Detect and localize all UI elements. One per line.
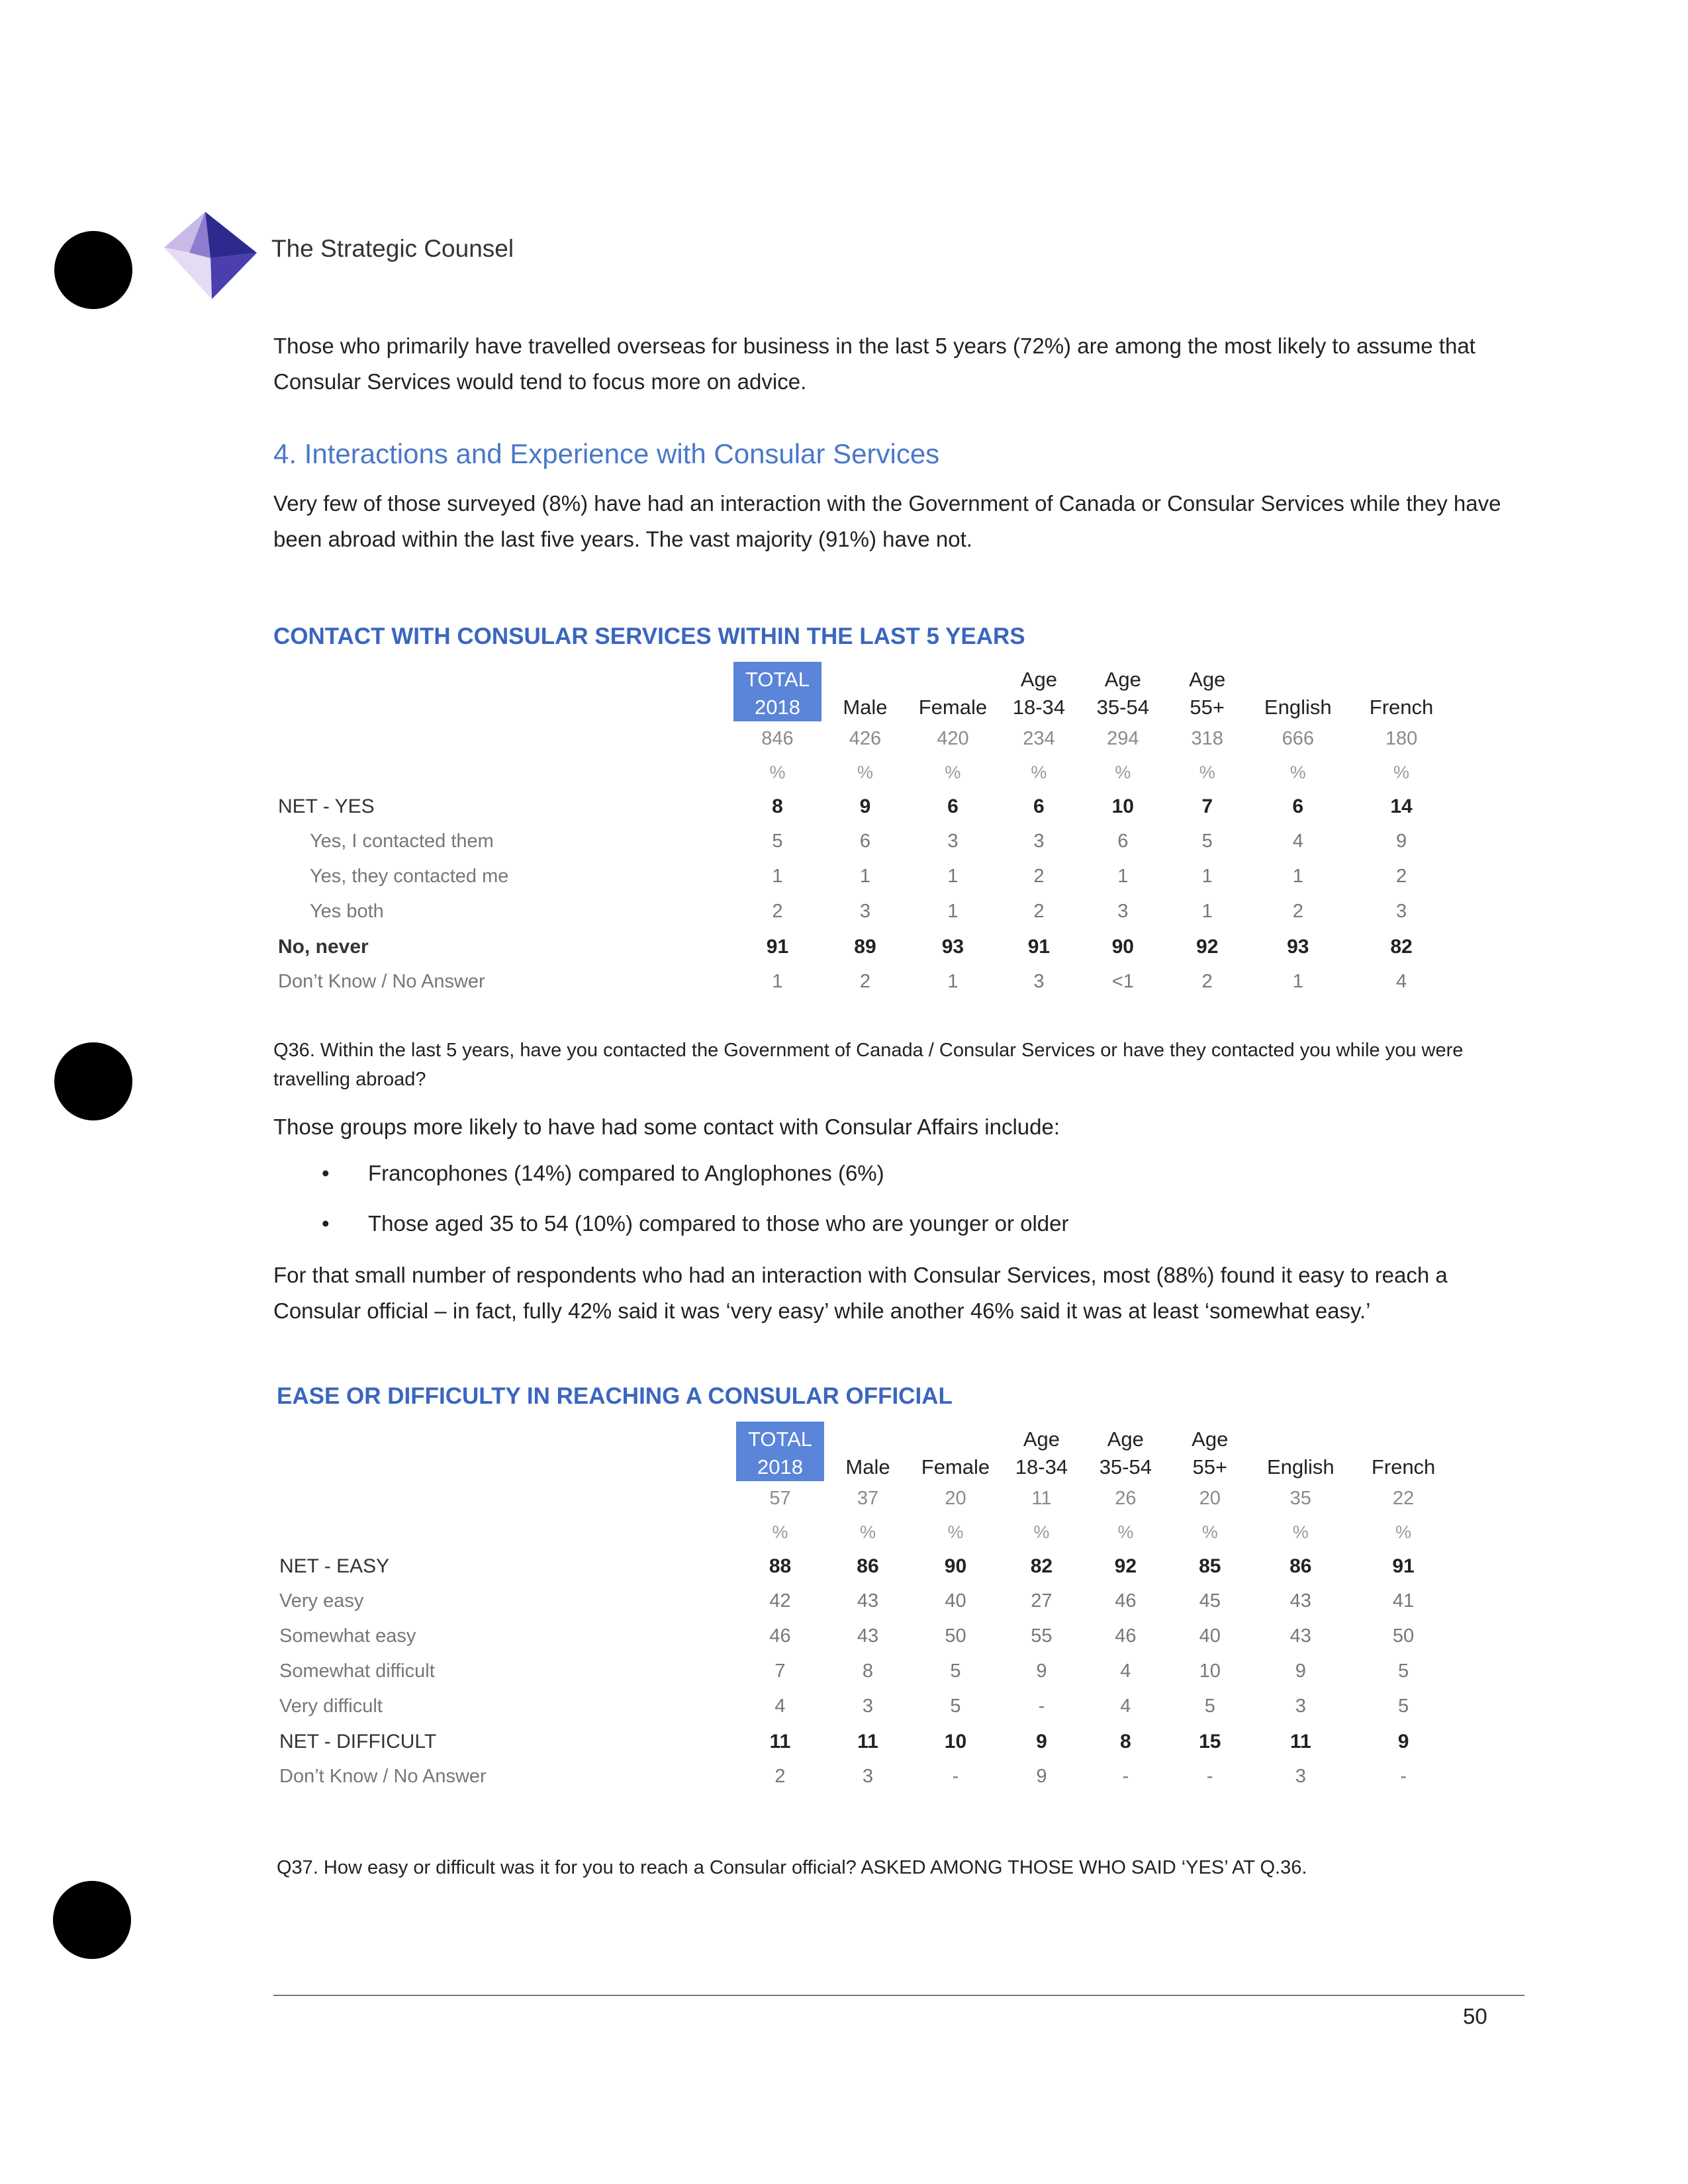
table2-col-total: TOTAL 2018 (736, 1422, 825, 1481)
question-36: Q36. Within the last 5 years, have you contacted the Government of Canada / Consular Services or have they contacted you while you were travelling abroad? (273, 1040, 1464, 1090)
table1-header-row (278, 662, 1456, 721)
bullet-icon: • (322, 1161, 330, 1185)
row-label: NET - YES (278, 795, 375, 817)
table-row: Yes, I contacted them 5 6 3 3 6 5 4 9 (278, 824, 1456, 859)
question-37: Q37. How easy or difficult was it for you to reach a Consular official? ASKED AMONG THOSE WHO SAID ‘YES’ AT Q.36. (277, 1857, 1307, 1878)
table-row: Don’t Know / No Answer 2 3 - 9 - - 3 - (279, 1759, 1458, 1794)
bullet-item-francophones: • Francophones (14%) compared to Anglophones (6%) (322, 1161, 884, 1185)
table-row: Very easy 42 43 40 27 46 45 43 41 (279, 1584, 1458, 1619)
table2-base-row: 57 37 20 11 26 20 35 22 (769, 1487, 1415, 1509)
row-label: Yes, they contacted me (310, 866, 509, 887)
table1-percent-row: % % % % % % % % (769, 762, 1410, 782)
table2-col-female: Female (921, 1455, 990, 1479)
row-label: Very easy (279, 1590, 364, 1612)
table2-header-blank (279, 1422, 736, 1481)
table2-col-age-35-54: Age 35-54 (1099, 1428, 1152, 1479)
bullet-item-age: • Those aged 35 to 54 (10%) compared to those who are younger or older (322, 1211, 1069, 1236)
table2-col-english: English (1266, 1455, 1335, 1479)
section-heading: 4. Interactions and Experience with Consular Services (273, 438, 940, 469)
strategic-counsel-logo-icon (164, 212, 257, 299)
row-label: NET - EASY (279, 1555, 390, 1577)
table1-col-total: TOTAL 2018 (733, 662, 822, 721)
table1-col-age-55-plus: Age 55+ (1189, 668, 1226, 719)
table1-col-english: English (1264, 696, 1332, 719)
contact-paragraph: Very few of those surveyed (8%) have had an interaction with the Government of Canada or Consular Services while they have been abroad within the last five years. The vast majority (91%) have not. (273, 491, 1501, 551)
ease-table (279, 1422, 1458, 1794)
table2-header-row (279, 1422, 1458, 1481)
table-row: Very difficult 4 3 5 - 4 5 3 5 (279, 1689, 1458, 1724)
binder-hole-middle (54, 1042, 132, 1120)
table-row: NET - DIFFICULT 11 11 10 9 8 15 11 9 (279, 1724, 1458, 1759)
table-row: Somewhat easy 46 43 50 55 46 40 43 50 (279, 1619, 1458, 1654)
table-row: NET - EASY 88 86 90 82 92 85 86 91 (279, 1549, 1458, 1584)
table2-col-male: Male (845, 1455, 890, 1479)
intro-paragraph: Those who primarily have travelled overseas for business in the last 5 years (72%) are among the most likely to assume that Consular Services would tend to focus more on advice. (273, 334, 1476, 394)
binder-hole-top (54, 231, 132, 309)
bullet-icon: • (322, 1211, 330, 1236)
row-label: Somewhat easy (279, 1625, 416, 1647)
groups-intro: Those groups more likely to have had some contact with Consular Affairs include: (273, 1115, 1060, 1139)
row-label: Don’t Know / No Answer (279, 1766, 487, 1787)
table-row: No, never 91 89 93 91 90 92 93 82 (278, 929, 1456, 964)
table-row: Somewhat difficult 7 8 5 9 4 10 9 5 (279, 1654, 1458, 1689)
table2-col-age-18-34: Age 18-34 (1015, 1428, 1068, 1479)
brand-name: The Strategic Counsel (271, 235, 514, 262)
table1-col-french: French (1369, 696, 1434, 719)
table-row: NET - YES 8 9 6 6 10 7 6 14 (278, 789, 1456, 824)
row-label: Yes both (310, 901, 384, 922)
table2-percent-row: % % % % % % % % (772, 1522, 1412, 1542)
row-label: Very difficult (279, 1696, 383, 1717)
table-row: Yes both 2 3 1 2 3 1 2 3 (278, 894, 1456, 929)
table2-col-age-55-plus: Age 55+ (1192, 1428, 1229, 1479)
ease-paragraph: For that small number of respondents who had an interaction with Consular Services, most (88%) found it easy to reach a Consular official – in fact, fully 42% said it was ‘very easy’ while another 46% said it was at least ‘somewhat easy.’ (273, 1263, 1448, 1323)
table2-title: EASE OR DIFFICULTY IN REACHING A CONSULAR OFFICIAL (277, 1383, 953, 1409)
table1-header-blank (278, 662, 733, 721)
page-number: 50 (1463, 2004, 1487, 2028)
row-label: No, never (278, 935, 369, 958)
table1-col-male: Male (843, 696, 888, 719)
footer-rule (273, 1995, 1524, 1996)
row-label: NET - DIFFICULT (279, 1730, 437, 1752)
table2-col-french: French (1371, 1455, 1436, 1479)
binder-hole-bottom (53, 1881, 131, 1959)
row-label: Yes, I contacted them (310, 831, 494, 852)
table1-col-age-18-34: Age 18-34 (1012, 668, 1066, 719)
table1-col-age-35-54: Age 35-54 (1096, 668, 1149, 719)
contact-table (278, 662, 1456, 999)
table1-base-row: 846 426 420 234 294 318 666 180 (761, 727, 1418, 749)
table1-col-female: Female (918, 696, 988, 719)
row-label: Don’t Know / No Answer (278, 971, 485, 992)
row-label: Somewhat difficult (279, 1661, 435, 1682)
table1-title: CONTACT WITH CONSULAR SERVICES WITHIN THE LAST 5 YEARS (273, 623, 1025, 649)
table-row: Yes, they contacted me 1 1 1 2 1 1 1 2 (278, 859, 1456, 894)
table-row: Don’t Know / No Answer 1 2 1 3 <1 2 1 4 (278, 964, 1456, 999)
